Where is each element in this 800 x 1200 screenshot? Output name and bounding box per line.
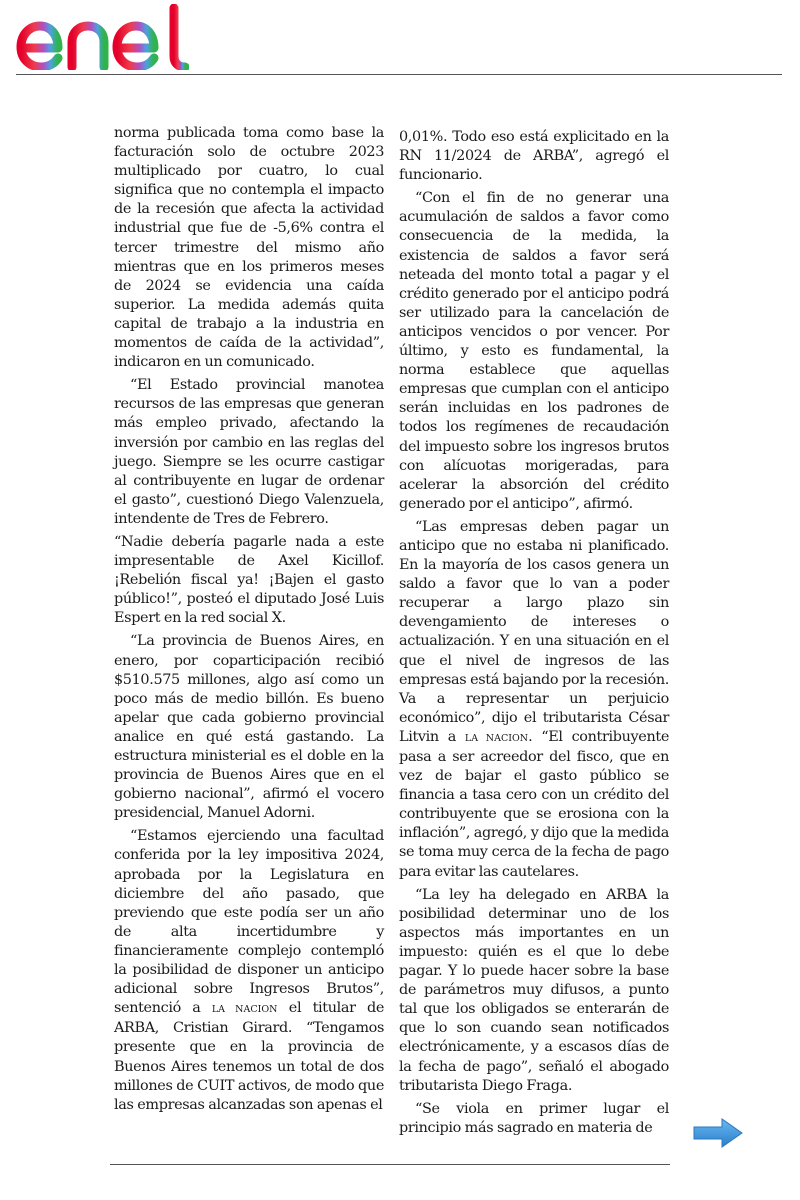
source-name: LA NACION [464, 732, 529, 744]
paragraph: “El Estado provincial manotea recursos de las empresas que generan más empleo privado, afectando la inversión por cambio en las reglas del juego. Siempre se les ocurre castigar al contribuyente en lugar de ordenar el gasto”, cuestionó Diego Valenzuela, intendente de Tres de Febrero. [114, 377, 384, 527]
paragraph-text: el titular de ARBA, Cristian Girard. “Tengamos presente que en la provincia de Buenos Aires tenemos un total de dos millones de CUIT activos, de modo que las empresas alcanzadas son apenas el [114, 1000, 384, 1113]
paragraph: 0,01%. Todo eso está explicitado en la RN 11/2024 de ARBA”, agregó el funcionario. [399, 129, 669, 184]
paragraph: “La provincia de Buenos Aires, en enero, por coparticipación recibió $510.575 millones, algo así como un poco más de medio billón. Es bueno apelar que cada gobierno provincial analice en qué está gastando. La estructura ministerial es el doble en la provincia de Buenos Aires que en el gobierno nacional”, afirmó el vocero presidencial, Manuel Adorni. [114, 633, 384, 822]
enel-logo [14, 4, 189, 70]
paragraph: “Se viola en primer lugar el principio más sagrado en materia de [399, 1100, 669, 1136]
paragraph: “La ley ha delegado en ARBA la posibilidad determinar uno de los aspectos más importantes en un impuesto: quién es el que lo debe pagar. Y lo puede hacer sobre la base de parámetros muy difusos, a punto tal que los obligados se enterarán de que lo son cuando sean notificados electrónicamente, y a escasos días de la fecha de pago”, señaló el abogado tributarista Diego Fraga. [399, 886, 669, 1094]
paragraph-text: “Estamos ejerciendo una facultad conferida por la ley impositiva 2024, aprobada por la Legislatura en diciembre del año pasado, que previendo que este podía ser un año de alta incertidumbre y financieramente complejo contempló la posibilidad de disponer un anticipo adicional sobre Ingresos Brutos”, sentenció a [114, 828, 384, 1017]
source-name: LA NACION [211, 1004, 278, 1016]
next-page-button[interactable] [692, 1117, 744, 1149]
page-header [0, 0, 800, 80]
paragraph-text: “Las empresas deben pagar un anticipo que no estaba ni planificado. En la mayoría de los casos genera un saldo a favor que lo van a poder recuperar a largo plazo sin devengamiento de intereses o actualización. Y en una situación en el que el nivel de ingresos de las empresas está bajando por la recesión. Va a representar un perjuicio económico”, dijo el tributarista César Litvin a [399, 518, 669, 745]
paragraph: norma publicada toma como base la facturación solo de octubre 2023 multiplicado por cuatro, lo cual significa que no contempla el impacto de la recesión que afecta la actividad industrial que fue de -5,6% contra el tercer trimestre del mismo año mientras que en los primeros meses de 2024 se evidencia una caída superior. La medida además quita capital de trabajo a la industria en momentos de caída de la actividad”, indicaron en un comunicado. [114, 125, 384, 371]
footer-divider [110, 1164, 670, 1165]
header-divider [16, 74, 782, 75]
paragraph [399, 518, 669, 882]
paragraph: “Con el fin de no generar una acumulación de saldos a favor como consecuencia de la medida, la existencia de saldos a favor será neteada del monto total a pagar y el crédito generado por el anticipo podrá ser utilizado para la cancelación de anticipos vencidos o por vencer. Por último, y esto es fundamental, la norma establece que aquellas empresas que cumplan con el anticipo serán incluidas en los padrones de todos los regímenes de recaudación del impuesto sobre los ingresos brutos con alícuotas morigeradas, para acelerar la absorción del crédito generado por el anticipo”, afirmó. [399, 190, 669, 512]
paragraph-text: . “El contribuyente pasa a ser acreedor del fisco, que en vez de bajar el gasto público se financia a tasa cero con un crédito del contribuyente que se erosiona con la inflación”, agregó, y dijo que la medida se toma muy cerca de la fecha de pago para evitar las cautelares. [399, 728, 670, 880]
article-column-right [399, 128, 669, 1142]
article-column-left [114, 124, 384, 1119]
arrow-right-icon [692, 1117, 744, 1149]
paragraph [114, 827, 384, 1114]
paragraph: “Nadie debería pagarle nada a este impresentable de Axel Kicillof. ¡Rebelión fiscal ya! ¡Bajen el gasto público!”, posteó el diputado José Luis Espert en la red social X. [114, 533, 384, 627]
